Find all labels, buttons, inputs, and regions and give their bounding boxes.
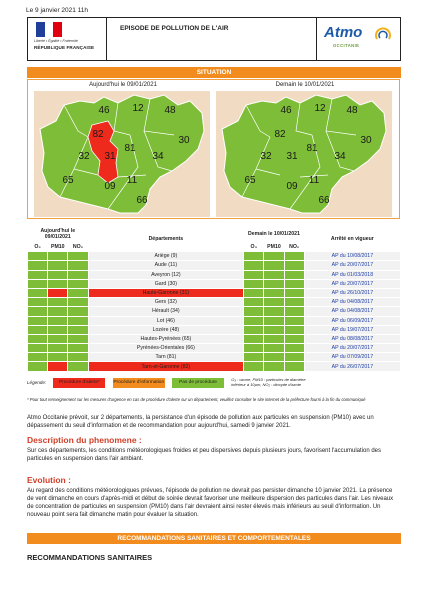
status-cell (28, 261, 48, 270)
arrete-cell: AP du 20/07/2017 (304, 261, 400, 270)
atmo-swirl-icon (373, 25, 393, 45)
pollutant-header: O₃ (28, 243, 48, 252)
dept-number-label: 30 (360, 135, 372, 146)
status-cell (28, 279, 48, 288)
status-cell (68, 362, 88, 371)
dept-number-label: 82 (274, 129, 286, 140)
table-row (28, 279, 401, 288)
arrete-cell: AP du 04/08/2017 (304, 307, 400, 316)
status-cell (244, 344, 264, 353)
status-cell (28, 307, 48, 316)
status-cell (284, 261, 304, 270)
arrete-header: Arrêté en vigueur (304, 226, 400, 252)
status-cell (48, 288, 68, 297)
department-cell: Tarn-et-Garonne (82) (88, 362, 244, 371)
table-row (28, 261, 401, 270)
status-cell (28, 353, 48, 362)
dept-number-label: 11 (308, 175, 320, 186)
table-row (28, 362, 401, 371)
recommendations-bar: RECOMMANDATIONS SANITAIRES ET COMPORTEMENTALES (27, 533, 401, 544)
dept-number-label: 32 (260, 151, 272, 162)
header (27, 17, 401, 61)
table-row (28, 353, 401, 362)
table-row (28, 334, 401, 343)
status-cell (28, 334, 48, 343)
status-cell (264, 288, 284, 297)
table-row (28, 307, 401, 316)
description-title: Description du phenomene : (27, 435, 142, 445)
atmo-logo: Atmo (324, 24, 363, 41)
dept-number-label: 09 (104, 181, 116, 192)
status-cell (284, 279, 304, 288)
bulletin-date: Le 9 janvier 2021 11h (26, 7, 89, 14)
status-cell (48, 334, 68, 343)
table-row (28, 270, 401, 279)
department-cell: Lozère (48) (88, 325, 244, 334)
status-cell (68, 316, 88, 325)
status-cell (244, 362, 264, 371)
status-cell (244, 353, 264, 362)
status-cell (48, 261, 68, 270)
today-header: Aujourd'hui le 09/01/2021 (28, 226, 89, 243)
status-cell (284, 307, 304, 316)
status-cell (28, 298, 48, 307)
dept-number-label: 31 (286, 151, 298, 162)
status-cell (28, 344, 48, 353)
status-cell (244, 316, 264, 325)
status-cell (264, 298, 284, 307)
description-text: Sur ces départements, les conditions météorologiques froides et peu dispersives depuis plusieurs jours, favorisent l'accumulation des particules en suspension dans l'air ambiant. (27, 448, 381, 462)
status-cell (284, 353, 304, 362)
status-cell (68, 270, 88, 279)
status-cell (48, 316, 68, 325)
arrete-cell: AP du 20/07/2017 (304, 279, 400, 288)
dept-number-label: 82 (92, 129, 104, 140)
table-row (28, 298, 401, 307)
dept-number-label: 09 (286, 181, 298, 192)
status-cell (48, 325, 68, 334)
status-cell (244, 261, 264, 270)
republic-label: RÉPUBLIQUE FRANÇAISE (34, 45, 95, 50)
dept-number-label: 65 (62, 175, 74, 186)
status-cell (68, 261, 88, 270)
table-row (28, 344, 401, 353)
tomorrow-map (216, 91, 392, 217)
status-cell (244, 298, 264, 307)
table-row (28, 316, 401, 325)
dept-number-label: 81 (124, 143, 136, 154)
status-cell (48, 362, 68, 371)
legend-info: Procédure d'information (113, 378, 165, 388)
status-cell (28, 270, 48, 279)
status-cell (284, 344, 304, 353)
department-cell: Lot (46) (88, 316, 244, 325)
status-cell (264, 334, 284, 343)
status-cell (244, 279, 264, 288)
arrete-cell: AP du 06/09/2017 (304, 316, 400, 325)
page-title: EPISODE DE POLLUTION DE L'AIR (120, 25, 229, 32)
legend-title: Légende: (27, 380, 47, 386)
dept-number-label: 66 (136, 195, 148, 206)
status-cell (244, 288, 264, 297)
dept-number-label: 46 (98, 105, 110, 116)
status-cell (68, 288, 88, 297)
recommendations-title: RECOMMANDATIONS SANITAIRES (27, 553, 153, 562)
status-cell (264, 362, 284, 371)
department-cell: Gers (32) (88, 298, 244, 307)
status-cell (284, 325, 304, 334)
arrete-cell: AP du 20/07/2017 (304, 344, 400, 353)
status-cell (48, 252, 68, 261)
status-cell (264, 325, 284, 334)
dept-number-label: 65 (244, 175, 256, 186)
legend-pollutants: O₃ : ozone, PM10 : particules de diamètre inférieur à 10µm, NO₂ : dioxyde d'azote (231, 377, 306, 387)
table-row (28, 288, 401, 297)
status-cell (68, 353, 88, 362)
status-cell (28, 325, 48, 334)
legend (27, 378, 401, 388)
status-cell (244, 307, 264, 316)
alert-table (27, 225, 401, 372)
status-cell (264, 344, 284, 353)
legend-alert: Procédure d'alerte* (53, 378, 105, 388)
dept-number-label: 48 (346, 105, 358, 116)
arrete-cell: AP du 04/08/2017 (304, 298, 400, 307)
pollutant-header: PM10 (48, 243, 68, 252)
motto: Liberté • Égalité • Fraternité (34, 39, 78, 43)
status-cell (244, 252, 264, 261)
status-cell (68, 334, 88, 343)
atmo-logo-sub: OCCITANIE (333, 43, 360, 48)
tomorrow-header: Demain le 10/01/2021 (244, 226, 305, 243)
status-cell (28, 288, 48, 297)
departments-header: Départements (88, 226, 244, 252)
status-cell (244, 334, 264, 343)
pollutant-header: NO₂ (284, 243, 304, 252)
status-cell (284, 316, 304, 325)
department-cell: Pyrénées-Orientales (66) (88, 344, 244, 353)
status-cell (48, 307, 68, 316)
status-cell (284, 362, 304, 371)
status-cell (48, 279, 68, 288)
dept-number-label: 34 (152, 151, 164, 162)
department-cell: Ariège (9) (88, 252, 244, 261)
pollutant-header: O₃ (244, 243, 264, 252)
status-cell (48, 298, 68, 307)
situation-bar: SITUATION (27, 67, 401, 78)
department-cell: Aude (11) (88, 261, 244, 270)
status-cell (244, 270, 264, 279)
status-cell (48, 353, 68, 362)
dept-number-label: 81 (306, 143, 318, 154)
status-cell (48, 344, 68, 353)
department-cell: Tarn (81) (88, 353, 244, 362)
status-cell (68, 325, 88, 334)
status-cell (264, 353, 284, 362)
today-map-label: Aujourd'hui le 09/01/2021 (89, 82, 157, 88)
dept-number-label: 46 (280, 105, 292, 116)
arrete-cell: AP du 26/07/2017 (304, 362, 400, 371)
maps-panel (27, 79, 400, 219)
arrete-cell: AP du 10/08/2017 (304, 252, 400, 261)
tomorrow-map-label: Demain le 10/01/2021 (275, 82, 335, 88)
arrete-cell: AP du 01/03/2018 (304, 270, 400, 279)
status-cell (284, 270, 304, 279)
status-cell (264, 279, 284, 288)
pollutant-header: NO₂ (68, 243, 88, 252)
legend-none: Pas de procédure (172, 378, 224, 388)
table-row (28, 325, 401, 334)
arrete-cell: AP du 26/10/2017 (304, 288, 400, 297)
dept-number-label: 12 (314, 103, 326, 114)
status-cell (68, 252, 88, 261)
status-cell (68, 298, 88, 307)
status-cell (244, 325, 264, 334)
dept-number-label: 31 (104, 151, 116, 162)
status-cell (28, 316, 48, 325)
status-cell (264, 252, 284, 261)
status-cell (264, 307, 284, 316)
arrete-cell: AP du 07/09/2017 (304, 353, 400, 362)
status-cell (284, 252, 304, 261)
dept-number-label: 48 (164, 105, 176, 116)
status-cell (68, 307, 88, 316)
status-cell (28, 252, 48, 261)
dept-number-label: 34 (334, 151, 346, 162)
status-cell (264, 261, 284, 270)
dept-number-label: 32 (78, 151, 90, 162)
dept-number-label: 30 (178, 135, 190, 146)
pollutant-header: PM10 (264, 243, 284, 252)
status-cell (68, 279, 88, 288)
french-flag-icon (36, 22, 62, 37)
status-cell (68, 344, 88, 353)
evolution-title: Evolution : (27, 475, 71, 485)
dept-number-label: 66 (318, 195, 330, 206)
department-cell: Aveyron (12) (88, 270, 244, 279)
department-cell: Gard (30) (88, 279, 244, 288)
today-map (34, 91, 210, 217)
footnote: * Pour tout renseignement sur les mesures d'urgence en cas de procédure d'alerte sur un département, veuillez consulter le site internet de la préfecture fourni à la fin du communiqué (27, 397, 366, 402)
status-cell (284, 334, 304, 343)
status-cell (264, 316, 284, 325)
status-cell (48, 270, 68, 279)
arrete-cell: AP du 19/07/2017 (304, 325, 400, 334)
status-cell (284, 298, 304, 307)
status-cell (284, 288, 304, 297)
department-cell: Hérault (34) (88, 307, 244, 316)
table-row (28, 252, 401, 261)
department-cell: Hautes-Pyrénées (65) (88, 334, 244, 343)
department-cell: Haute-Garonne (31) (88, 288, 244, 297)
status-cell (28, 362, 48, 371)
evolution-text: Au regard des conditions météorologiques prévues, l'épisode de pollution ne devrait pas persister dimanche 10 janvier 2021. La présence de vent dimanche en cours d'après-midi et début de soirée devrait favoriser une meilleure dispersion des particules dans l'air. Les niveaux de concentration de particules en suspension (PM10) dans l'air devraient ainsi rester élevés mais inférieurs au seuil d'information. Un nouveau point sera fait dimanche matin pour évaluer la situation. (27, 488, 394, 518)
arrete-cell: AP du 08/08/2017 (304, 334, 400, 343)
status-cell (264, 270, 284, 279)
dept-number-label: 11 (126, 175, 138, 186)
dept-number-label: 12 (132, 103, 144, 114)
intro-text: Atmo Occitanie prévoit, sur 2 départements, la persistance d'un épisode de pollution aux particules en suspension (PM10) avec un dépassement du seuil d'information et de recommandation pour aujourd'hui, samedi 9 janvier 2021. (27, 415, 374, 429)
